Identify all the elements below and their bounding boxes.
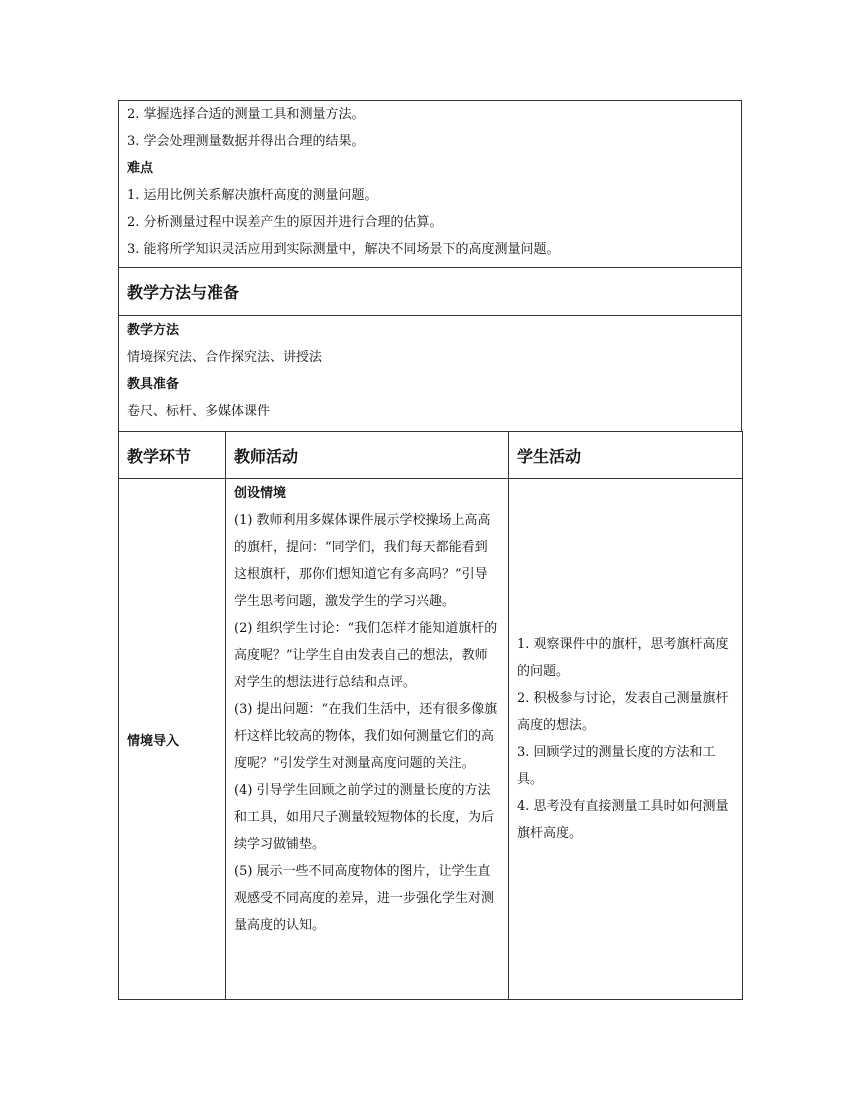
- header-student: 学生活动: [509, 432, 743, 479]
- header-teacher: 教师活动: [226, 432, 509, 479]
- objectives-cell: [119, 101, 742, 268]
- teacher-activity-cell: [226, 479, 509, 1000]
- difficulty-item: 3. 能将所学知识灵活应用到实际测量中，解决不同场景下的高度测量问题。: [127, 242, 560, 257]
- tools-heading: 教具准备: [127, 377, 180, 392]
- teacher-paragraph: (5) 展示一些不同高度物体的图片，让学生直观感受不同高度的差异，进一步强化学生对测量高度的认知。: [234, 864, 495, 933]
- student-item: 1. 观察课件中的旗杆，思考旗杆高度的问题。: [517, 637, 729, 679]
- methods-section-title: 教学方法与准备: [119, 268, 742, 316]
- objectives-table: [118, 100, 742, 432]
- student-item: 2. 积极参与讨论，发表自己测量旗杆高度的想法。: [517, 691, 729, 733]
- difficulty-heading: 难点: [127, 161, 154, 176]
- header-stage: 教学环节: [119, 432, 226, 479]
- teacher-paragraph: (3) 提出问题：“在我们生活中，还有很多像旗杆这样比较高的物体，我们如何测量它们的高度呢？”引发学生对测量高度问题的关注。: [234, 702, 498, 771]
- process-table: [118, 431, 743, 1000]
- method-heading: 教学方法: [127, 323, 180, 338]
- teacher-heading: 创设情境: [234, 486, 287, 501]
- lesson-plan-page: [118, 100, 742, 1000]
- teacher-paragraph: (4) 引导学生回顾之前学过的测量长度的方法和工具，如用尺子测量较短物体的长度，为后续学习做铺垫。: [234, 783, 495, 852]
- method-text: 情境探究法、合作探究法、讲授法: [127, 350, 323, 365]
- methods-cell: [119, 316, 742, 432]
- student-item: 3. 回顾学过的测量长度的方法和工具。: [517, 745, 716, 787]
- tools-text: 卷尺、标杆、多媒体课件: [127, 404, 271, 419]
- difficulty-item: 1. 运用比例关系解决旗杆高度的测量问题。: [127, 188, 378, 203]
- objective-item: 2. 掌握选择合适的测量工具和测量方法。: [127, 107, 365, 122]
- stage-name: 情境导入: [119, 479, 226, 1000]
- teacher-paragraph: (2) 组织学生讨论：“我们怎样才能知道旗杆的高度呢？”让学生自由发表自己的想法，教师对学生的想法进行总结和点评。: [234, 621, 498, 690]
- difficulty-item: 2. 分析测量过程中误差产生的原因并进行合理的估算。: [127, 215, 443, 230]
- objective-item: 3. 学会处理测量数据并得出合理的结果。: [127, 134, 365, 149]
- student-activity-cell: [509, 479, 743, 1000]
- teacher-paragraph: (1) 教师利用多媒体课件展示学校操场上高高的旗杆，提问：“同学们，我们每天都能看到这根旗杆，那你们想知道它有多高吗？”引导学生思考问题，激发学生的学习兴趣。: [234, 513, 491, 609]
- student-item: 4. 思考没有直接测量工具时如何测量旗杆高度。: [517, 799, 729, 841]
